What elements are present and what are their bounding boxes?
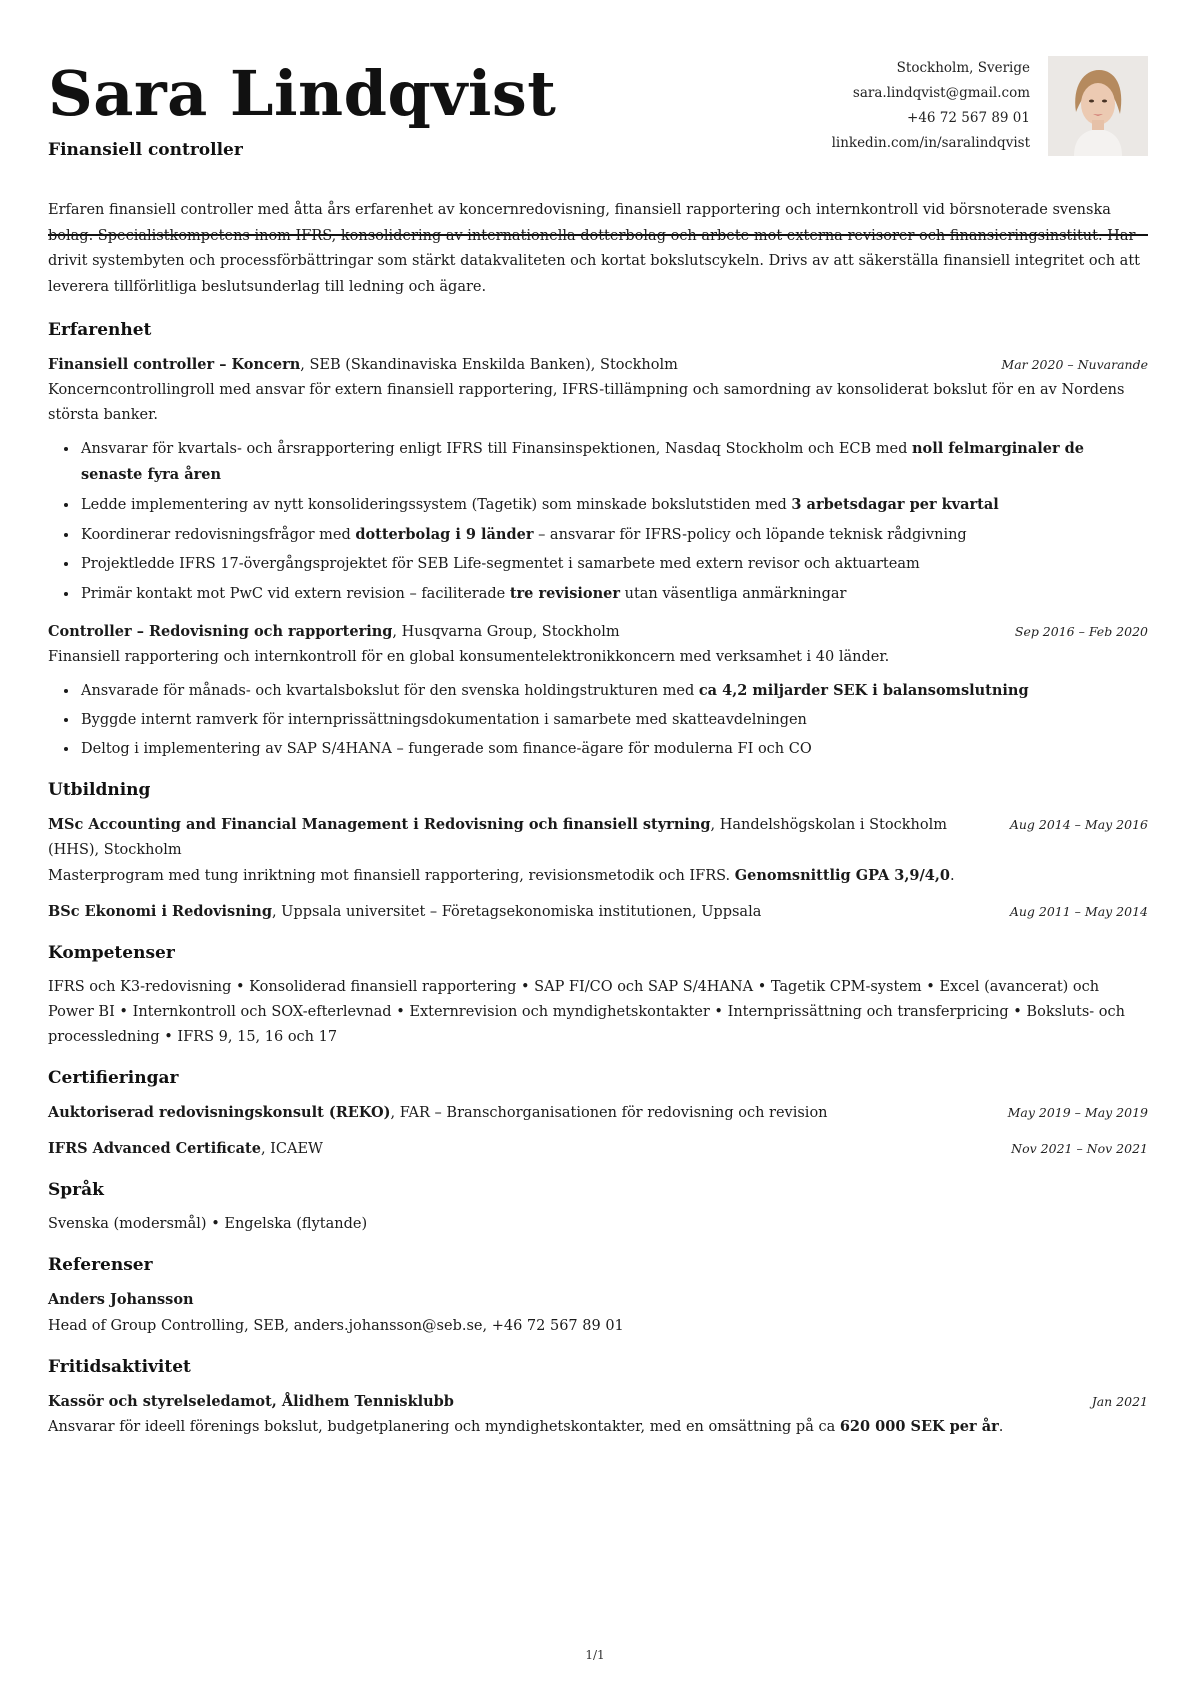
certifications-section [48,1068,1148,1162]
job-description: Koncerncontrollingroll med ansvar för extern finansiell rapportering, IFRS-tillämpning och samordning av konsoliderat bokslut för en av Nordens största banker. [48,382,1125,423]
job-description: Finansiell rapportering och internkontroll för en global konsumentelektronikkoncern med verksamhet i 40 länder. [48,649,890,665]
job-achievements [48,436,1148,607]
bullet-highlight: 3 arbetsdagar per kvartal [791,496,999,513]
job-heading [48,352,1148,378]
degree-name: MSc Accounting and Financial Management i Redovisning och finansiell styrning [48,816,711,833]
leisure-description [48,1414,1148,1440]
education-highlight: Genomsnittlig GPA 3,9/4,0 [734,867,951,884]
candidate-name: Sara Lindqvist [48,57,557,130]
bullet-highlight: tre revisioner [509,585,620,602]
list-item [79,522,1148,548]
bullet-text: Ansvarar för kvartals- och årsrapportering enligt IFRS till Finansinspektionen, Nasdaq Stockholm och ECB med [81,441,913,457]
job-entry-husqvarna [48,619,1148,762]
job-heading [48,619,1148,645]
education-text: Masterprogram med tung inriktning mot finansiell rapportering, revisionsmetodik och IFRS. [48,868,735,884]
contact-linkedin[interactable]: linkedin.com/in/saralindqvist [831,135,1030,151]
leisure-section [48,1357,1148,1440]
certification-name: IFRS Advanced Certificate [48,1140,261,1157]
education-entry-hhs [48,812,1148,889]
contact-phone: +46 72 567 89 01 [907,110,1030,126]
contact-email[interactable]: sara.lindqvist@gmail.com [852,85,1030,101]
list-item [79,552,1148,577]
bullet-text: Ledde implementering av nytt konsolideringssystem (Tagetik) som minskade bokslutstiden med [81,497,792,513]
education-heading [48,812,1148,863]
reference-name: Anders Johansson [48,1291,194,1308]
education-text: . [950,868,955,884]
skills-list: IFRS och K3-redovisning • Konsoliderad finansiell rapportering • SAP FI/CO och SAP S/4HANA • Tagetik CPM-system • Excel (avancerat) och Power BI • Internkontroll och SOX-efterlevnad • Externrevision och myndighetskontakter • Internprissättning och transferpricing • Boksluts- och processledning • IFRS 9, 15, 16 och 17 [48,979,1125,1045]
job-date: Sep 2016 – Feb 2020 [1014,624,1148,639]
list-item [79,492,1148,518]
contact-block [832,56,1030,156]
education-description [48,863,1148,889]
skills-section [48,943,1148,1050]
candidate-role: Finansiell controller [48,140,243,160]
leisure-entry [48,1389,1148,1440]
bullet-highlight: noll felmarginaler de senaste fyra åren [81,440,1085,483]
bullet-text: Projektledde IFRS 17-övergångsprojektet för SEB Life-segmentet i samarbete med extern revisor och aktuarteam [81,556,920,572]
job-title: Controller – Redovisning och rapportering [48,623,393,640]
leisure-text: Ansvarar för ideell förenings bokslut, budgetplanering och myndighetskontakter, med en omsättning på ca [48,1419,840,1435]
leisure-date: Jan 2021 [1091,1394,1148,1409]
bullet-text: Byggde internt ramverk för internprissättningsdokumentation i samarbete med skatteavdelningen [81,712,807,728]
resume-page [48,0,1148,1683]
bullet-text: Deltog i implementering av SAP S/4HANA – fungerade som finance-ägare för modulerna FI och CO [81,741,812,757]
degree-name: BSc Ekonomi i Redovisning [48,903,272,920]
list-item [79,581,1148,607]
languages-section [48,1180,1148,1237]
languages-list: Svenska (modersmål) • Engelska (flytande) [48,1216,368,1232]
bullet-text: – ansvarar för IFRS-policy och löpande teknisk rådgivning [533,527,967,543]
bullet-text: Ansvarade för månads- och kvartalsbokslut för den svenska holdingstrukturen med [81,683,699,699]
section-title-certifications: Certifieringar [48,1068,179,1088]
certification-date: Nov 2021 – Nov 2021 [1011,1141,1148,1156]
list-item [79,436,1148,488]
profile-summary: Erfaren finansiell controller med åtta års erfarenhet av koncernredovisning, finansiell rapportering och internkontroll vid börsnoterade svenska bolag. Specialistkompetens inom IFRS, konsolidering av internationella dotterbolag och arbete mot externa revisorer och finansieringsinstitut. Har drivit systembyten och processförbättringar som stärkt datakvaliteten och kortat bokslutscykeln. Drivs av att säkerställa finansiell integritet och att leverera tillförlitliga beslutsunderlag till ledning och ägare. [48,202,1140,295]
education-entry-uppsala [48,899,1148,925]
resume-header [48,52,1148,182]
experience-section [48,320,1148,762]
references-section [48,1255,1148,1339]
job-date: Mar 2020 – Nuvarande [1001,357,1148,372]
education-section [48,780,1148,925]
bullet-highlight: ca 4,2 miljarder SEK i balansomslutning [698,682,1029,699]
leisure-role: Kassör och styrelseledamot, Ålidhem Tennisklubb [48,1393,454,1410]
contact-location: Stockholm, Sverige [896,60,1030,76]
certification-heading [48,1136,1148,1162]
certification-issuer: , ICAEW [260,1141,323,1157]
job-employer: , SEB (Skandinaviska Enskilda Banken), Stockholm [300,357,678,373]
certification-name: Auktoriserad redovisningskonsult (REKO) [48,1104,391,1121]
reference-details: Head of Group Controlling, SEB, anders.johansson@seb.se, +46 72 567 89 01 [48,1318,624,1334]
bullet-text: Koordinerar redovisningsfrågor med [81,527,356,543]
job-entry-seb [48,352,1148,607]
education-heading [48,899,1148,925]
page-number: 1/1 [585,1648,605,1662]
section-title-languages: Språk [48,1180,104,1200]
profile-photo [1048,56,1148,156]
job-achievements [48,678,1148,762]
education-date: Aug 2011 – May 2014 [1009,904,1148,919]
certification-date: May 2019 – May 2019 [1007,1105,1148,1120]
list-item [79,678,1148,704]
bullet-text: Primär kontakt mot PwC vid extern revision – faciliterade [81,586,510,602]
school-name: , Handelshögskolan i Stockholm (HHS), Stockholm [48,817,947,858]
list-item [79,708,1148,733]
section-title-references: Referenser [48,1255,153,1275]
leisure-highlight: 620 000 SEK per år [839,1418,999,1435]
leisure-text: . [998,1419,1004,1435]
job-title: Finansiell controller – Koncern [48,356,301,373]
section-title-skills: Kompetenser [48,943,175,963]
school-name: , Uppsala universitet – Företagsekonomiska institutionen, Uppsala [271,904,762,920]
bullet-text: utan väsentliga anmärkningar [620,586,847,602]
certification-entry [48,1136,1148,1162]
resume-content [48,198,1148,1458]
certification-entry [48,1100,1148,1126]
list-item [79,737,1148,762]
education-date: Aug 2014 – May 2016 [1009,817,1148,832]
certification-issuer: , FAR – Branschorganisationen för redovisning och revision [390,1105,828,1121]
portrait-image [1048,56,1148,156]
job-employer: , Husqvarna Group, Stockholm [392,624,620,640]
certification-heading [48,1100,1148,1126]
section-title-education: Utbildning [48,780,151,800]
bullet-highlight: dotterbolag i 9 länder [355,526,534,543]
section-title-leisure: Fritidsaktivitet [48,1357,191,1377]
section-title-experience: Erfarenhet [48,320,152,340]
